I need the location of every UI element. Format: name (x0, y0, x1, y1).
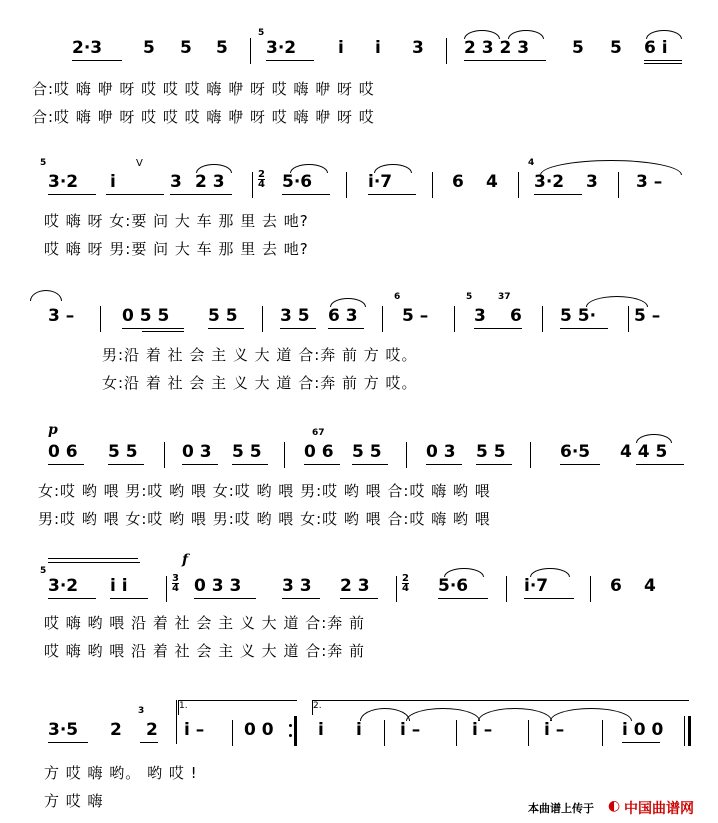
note: 6 i (644, 38, 668, 58)
note: 0 0 (244, 720, 274, 740)
note: 2 (146, 720, 158, 740)
note: 6·5 (560, 442, 591, 462)
note: i (338, 38, 344, 58)
note: 3·5 (48, 720, 79, 740)
note: 3·2 (48, 172, 79, 192)
note: i·7 (368, 172, 393, 192)
note: 2 3 (195, 172, 225, 192)
note: i 0 0 (622, 720, 664, 740)
dynamic-p: p (48, 422, 58, 438)
note: 4 (644, 576, 656, 596)
lyrics-line-2: 哎 嗨 呀 男:要 问 大 车 那 里 去 吔? (44, 240, 309, 258)
note: 4 4 5 (620, 442, 668, 462)
note: 2 3 (340, 576, 370, 596)
note: 5 (143, 38, 155, 58)
note: 0 3 (182, 442, 212, 462)
note: 5 (610, 38, 622, 58)
logo-icon: ◐ (608, 798, 621, 814)
note: 2 3 2 3 (464, 38, 530, 58)
volta-1: 1. (178, 700, 297, 715)
lyrics-line-2: 男:哎 哟 喂 女:哎 哟 喂 男:哎 哟 喂 女:哎 哟 喂 合:哎 嗨 哟 喂 (38, 510, 491, 528)
lyrics-line-2: 方 哎 嗨 (44, 792, 104, 810)
note: 2 (110, 720, 122, 740)
note: 5·6 (438, 576, 469, 596)
note: 5 5· (560, 306, 597, 326)
note: 5 5 (476, 442, 506, 462)
note: 0 3 (426, 442, 456, 462)
note: i·7 (524, 576, 549, 596)
note: 3·2 (266, 38, 297, 58)
note: 0 5 5 (122, 306, 170, 326)
note: 2·3 (72, 38, 103, 58)
time-signature: 3 4 (172, 573, 179, 594)
note: 3 (170, 172, 182, 192)
note: i (110, 172, 116, 192)
note: i (318, 720, 324, 740)
lyrics-line-2: 合:哎 嗨 咿 呀 哎 哎 哎 嗨 咿 呀 哎 嗨 咿 呀 哎 (32, 108, 375, 126)
breath-mark: V (136, 158, 143, 169)
note: 5 – (634, 306, 661, 326)
note: 6 (510, 306, 522, 326)
note: 3 3 (282, 576, 312, 596)
note: i – (472, 720, 493, 740)
note: 3 (586, 172, 598, 192)
note: 5 (216, 38, 228, 58)
lyrics-line-2: 女:沿 着 社 会 主 义 大 道 合:奔 前 方 哎。 (102, 374, 418, 392)
note: 5 (572, 38, 584, 58)
lyrics-line-1: 女:哎 哟 喂 男:哎 哟 喂 女:哎 哟 喂 男:哎 哟 喂 合:哎 嗨 哟 喂 (38, 482, 491, 500)
note: 0 6 (304, 442, 334, 462)
note: 3·2 (534, 172, 565, 192)
lyrics-line-2: 哎 嗨 哟 喂 沿 着 社 会 主 义 大 道 合:奔 前 (44, 642, 366, 660)
note: 3 (412, 38, 424, 58)
note: 0 3 3 (194, 576, 242, 596)
time-signature: 2 4 (258, 169, 265, 190)
note: 3 – (48, 306, 75, 326)
note: i – (400, 720, 421, 740)
lyrics-line-1: 方 哎 嗨 哟。 哟 哎 ! (44, 764, 198, 782)
lyrics-line-1: 哎 嗨 哟 喂 沿 着 社 会 主 义 大 道 合:奔 前 (44, 614, 366, 632)
note: i – (544, 720, 565, 740)
note: 3·2 (48, 576, 79, 596)
note: i (375, 38, 381, 58)
lyrics-line-1: 哎 嗨 呀 女:要 问 大 车 那 里 去 吔? (44, 212, 309, 230)
note: i (356, 720, 362, 740)
lyrics-line-1: 男:沿 着 社 会 主 义 大 道 合:奔 前 方 哎。 (102, 346, 418, 364)
note: 3 (474, 306, 486, 326)
note: 6 3 (328, 306, 358, 326)
note: 5 – (402, 306, 429, 326)
note: 3 5 (280, 306, 310, 326)
note: 5 5 (352, 442, 382, 462)
lyrics-line-1: 合:哎 嗨 咿 呀 哎 哎 哎 嗨 咿 呀 哎 嗨 咿 呀 哎 (32, 80, 375, 98)
note: i i (110, 576, 128, 596)
time-signature: 2 4 (402, 573, 409, 594)
note: 5 5 (108, 442, 138, 462)
note: 6 (610, 576, 622, 596)
note: i – (184, 720, 205, 740)
site-brand[interactable]: 中国曲谱网 (624, 801, 694, 817)
note: 4 (486, 172, 498, 192)
volta-2: 2. (312, 700, 689, 715)
note: 6 (452, 172, 464, 192)
footer-text: 本曲谱上传于 (528, 802, 594, 815)
note: 3 – (636, 172, 663, 192)
note: 5 (180, 38, 192, 58)
dynamic-f: f (182, 552, 189, 568)
note: 5 5 (208, 306, 238, 326)
note: 0 6 (48, 442, 78, 462)
note: 5 5 (232, 442, 262, 462)
note: 5·6 (282, 172, 313, 192)
